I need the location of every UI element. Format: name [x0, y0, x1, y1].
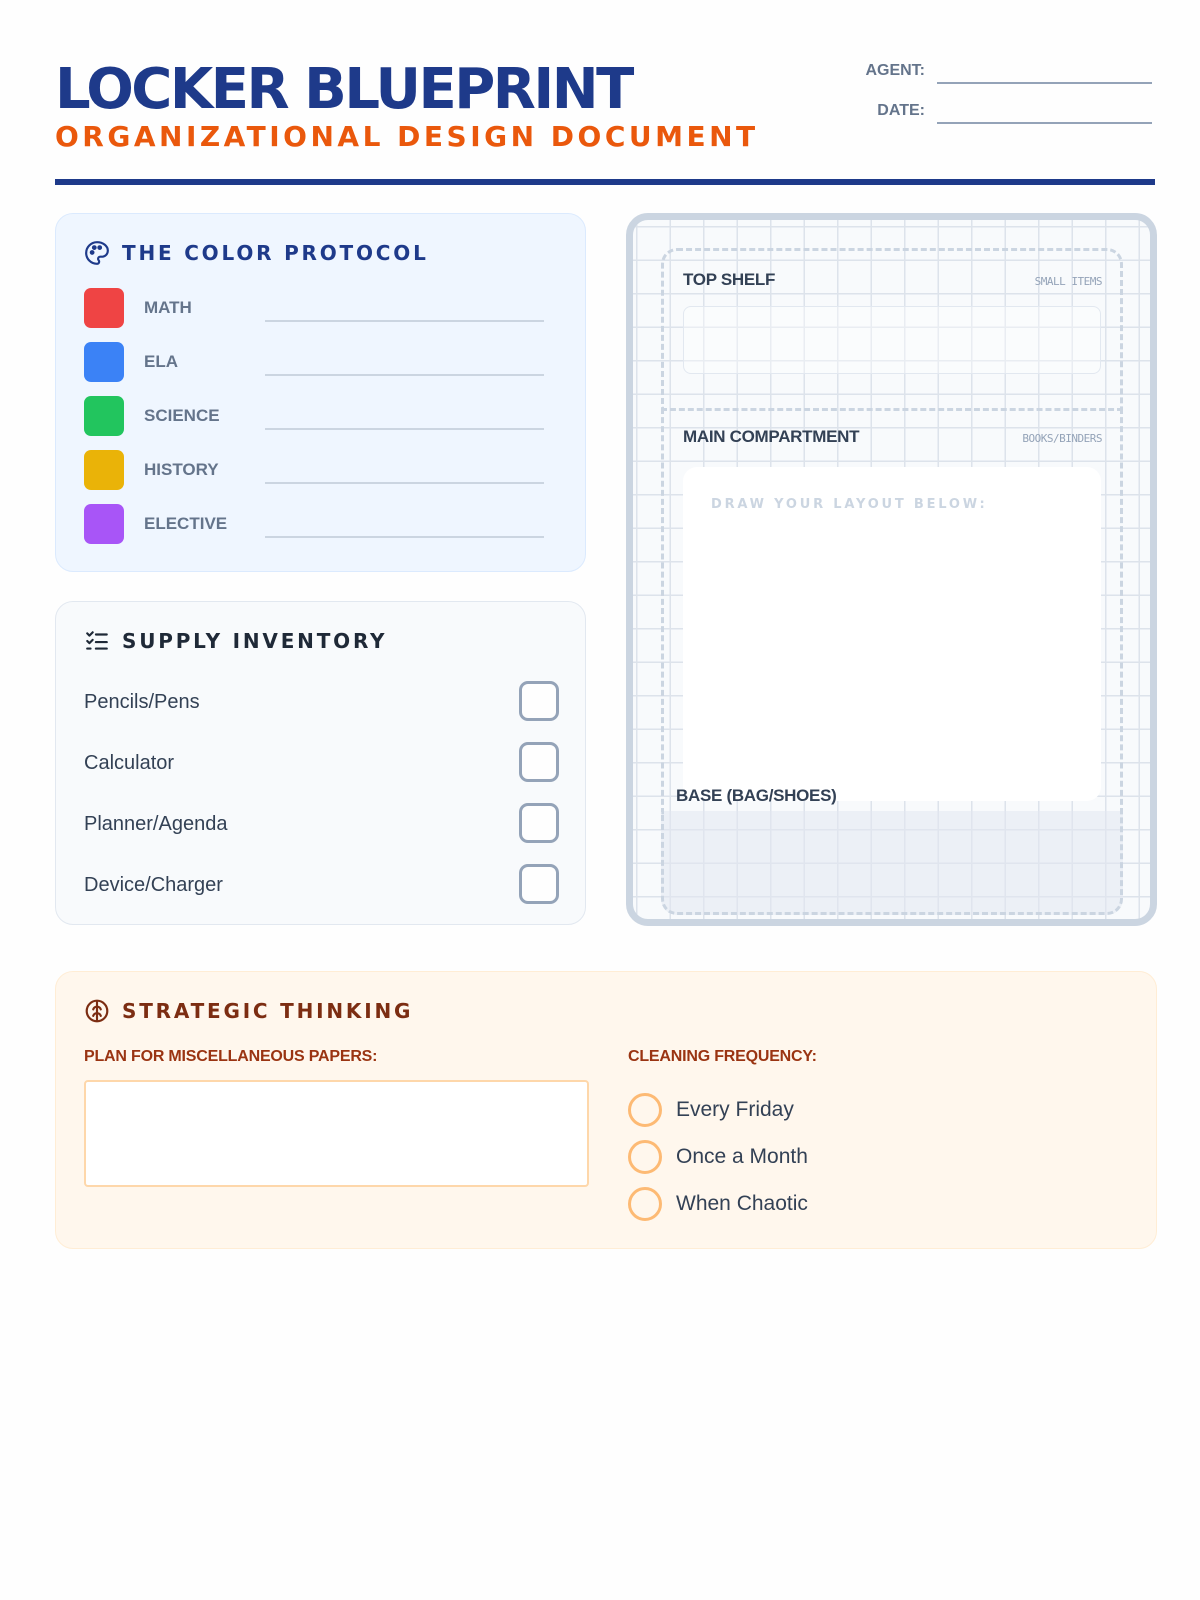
header-divider	[55, 179, 1155, 185]
top-shelf-note: SMALL ITEMS	[1034, 275, 1102, 288]
base-label: BASE (BAG/SHOES)	[676, 786, 837, 805]
color-row-ela	[84, 342, 554, 382]
color-row-elective	[84, 504, 554, 544]
color-swatch	[84, 396, 124, 436]
frequency-option[interactable]	[628, 1092, 928, 1128]
supply-checkbox[interactable]	[519, 864, 559, 904]
supply-inventory-title: SUPPLY INVENTORY	[122, 629, 388, 653]
supply-checkbox[interactable]	[519, 803, 559, 843]
subject-color-field[interactable]	[265, 536, 544, 538]
agent-label: AGENT:	[865, 62, 925, 79]
page-subtitle: ORGANIZATIONAL DESIGN DOCUMENT	[55, 120, 759, 153]
supply-item	[84, 803, 559, 845]
color-swatch	[84, 504, 124, 544]
color-row-science	[84, 396, 554, 436]
frequency-option[interactable]	[628, 1186, 928, 1222]
supply-checkbox[interactable]	[519, 742, 559, 782]
supply-item-label: Pencils/Pens	[84, 691, 200, 713]
supply-item-label: Planner/Agenda	[84, 813, 228, 835]
papers-plan-input[interactable]	[84, 1080, 589, 1187]
subject-label: HISTORY	[144, 460, 219, 479]
agent-row	[855, 58, 1155, 88]
strategic-thinking-heading	[84, 998, 413, 1024]
checklist-icon	[84, 628, 110, 654]
subject-color-field[interactable]	[265, 320, 544, 322]
supply-inventory-heading	[84, 628, 387, 654]
supply-item	[84, 742, 559, 784]
subject-label: MATH	[144, 298, 192, 317]
frequency-radio[interactable]	[628, 1093, 662, 1127]
subject-color-field[interactable]	[265, 428, 544, 430]
papers-plan-label: PLAN FOR MISCELLANEOUS PAPERS:	[84, 1048, 378, 1065]
base-zone	[661, 811, 1123, 915]
strategic-thinking-title: STRATEGIC THINKING	[122, 999, 414, 1023]
color-row-history	[84, 450, 554, 490]
subject-color-field[interactable]	[265, 374, 544, 376]
frequency-option-label: Every Friday	[676, 1098, 794, 1121]
main-compartment-label: MAIN COMPARTMENT	[683, 427, 860, 446]
page-title: LOCKER BLUEPRINT	[55, 57, 632, 122]
strategic-thinking-card	[55, 971, 1157, 1249]
frequency-radio[interactable]	[628, 1187, 662, 1221]
palette-icon	[84, 240, 110, 266]
top-shelf-label: TOP SHELF	[683, 270, 776, 289]
agent-field[interactable]	[937, 82, 1152, 84]
layout-drawing-area[interactable]	[683, 467, 1101, 801]
date-row	[855, 98, 1155, 128]
date-label: DATE:	[877, 102, 925, 119]
supply-item	[84, 681, 559, 723]
supply-item-label: Device/Charger	[84, 874, 223, 896]
supply-item	[84, 864, 559, 906]
date-field[interactable]	[937, 122, 1152, 124]
cleaning-frequency-label: CLEANING FREQUENCY:	[628, 1048, 817, 1065]
main-compartment-note: BOOKS/BINDERS	[1022, 432, 1102, 445]
subject-label: ELECTIVE	[144, 514, 228, 533]
supply-checkbox[interactable]	[519, 681, 559, 721]
frequency-option[interactable]	[628, 1139, 928, 1175]
frequency-option-label: When Chaotic	[676, 1192, 808, 1215]
color-protocol-title: THE COLOR PROTOCOL	[122, 241, 429, 265]
supply-inventory-card	[55, 601, 586, 925]
top-shelf-box[interactable]	[683, 306, 1101, 374]
frequency-option-label: Once a Month	[676, 1145, 808, 1168]
color-swatch	[84, 450, 124, 490]
color-row-math	[84, 288, 554, 328]
color-swatch	[84, 288, 124, 328]
draw-hint: DRAW YOUR LAYOUT BELOW:	[711, 497, 988, 512]
subject-label: SCIENCE	[144, 406, 220, 425]
locker-diagram	[626, 213, 1157, 926]
color-swatch	[84, 342, 124, 382]
color-protocol-heading	[84, 240, 429, 266]
color-protocol-card	[55, 213, 586, 572]
supply-item-label: Calculator	[84, 752, 175, 774]
page-header	[55, 58, 1155, 188]
frequency-radio[interactable]	[628, 1140, 662, 1174]
brain-icon	[84, 998, 110, 1024]
subject-label: ELA	[144, 352, 178, 371]
subject-color-field[interactable]	[265, 482, 544, 484]
